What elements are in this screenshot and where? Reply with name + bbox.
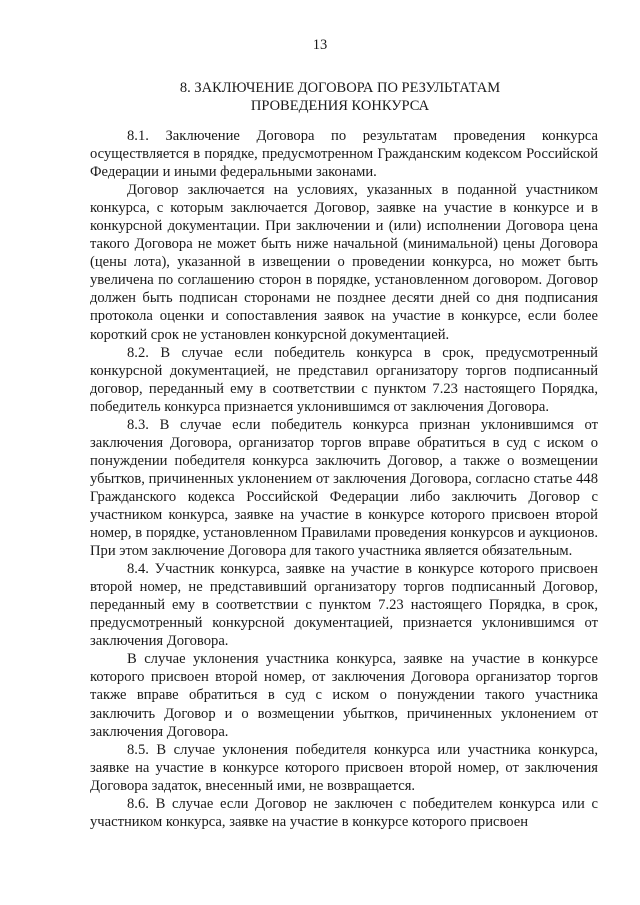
section-heading-line-2: ПРОВЕДЕНИЯ КОНКУРСА <box>250 97 430 114</box>
body-text <box>90 127 598 831</box>
paragraph-8-1: 8.1. Заключение Договора по результатам проведения конкурса осуществляется в порядке, предусмотренном Гражданским кодексом Российской Федерации и иными федеральными законами. <box>90 128 598 181</box>
paragraph-8-3: 8.3. В случае если победитель конкурса признан уклонившимся от заключения Договора, организатор торгов вправе обратиться в суд с иском о понуждении победителя конкурса заключить Договор, а также о возмещении убытков, причиненных уклонением от заключения Договора, согласно статье 448 Гражданского кодекса Российской Федерации либо заключить Договор с участником конкурса, заявке на участие в конкурсе которого присвоен второй номер, в порядке, установленном Правилами проведения конкурсов и аукционов. При этом заключение Договора для такого участника является обязательным. <box>90 416 598 560</box>
paragraph-8-4: 8.4. Участник конкурса, заявке на участие в конкурсе которого присвоен второй номер, не представивший организатору торгов подписанный Договор, переданный ему в соответствии с пунктом 7.23 настоящего Порядка, в срок, предусмотренный конкурсной документацией, признается уклонившимся от заключения Договора. <box>90 561 598 650</box>
paragraph-8-6: 8.6. В случае если Договор не заключен с победителем конкурса или с участником конкурса, заявке на участие в конкурсе которого присвоен <box>90 795 598 830</box>
section-heading-line-1: 8. ЗАКЛЮЧЕНИЕ ДОГОВОРА ПО РЕЗУЛЬТАТАМ <box>179 80 501 96</box>
paragraph-contract-terms: Договор заключается на условиях, указанных в поданной участником конкурса, с которым заключается Договор, заявке на участие в конкурсе и в конкурсной документации. При заключении и (или) исполнении Договора цена такого Договора не может быть ниже начальной (минимальной) цены Договора (цены лота), указанной в извещении о проведении конкурса, но может быть увеличена по соглашению сторон в порядке, установленном договором. Договор должен быть подписан сторонами не позднее десяти дней со дня подписания протокола оценки и сопоставления заявок на участие в конкурсе, если более короткий срок не установлен конкурсной документацией. <box>90 182 598 343</box>
paragraph-8-2: 8.2. В случае если победитель конкурса в срок, предусмотренный конкурсной документацией, не представил организатору торгов подписанный договор, переданный ему в соответствии с пунктом 7.23 настоящего Порядка, победитель конкурса признается уклонившимся от заключения Договора. <box>90 344 598 415</box>
paragraph-second-participant-evasion: В случае уклонения участника конкурса, заявке на участие в конкурсе которого присвоен второй номер, от заключения Договора организатор торгов также вправе обратиться в суд с иском о понуждении такого участника заключить Договор и о возмещении убытков, причиненных уклонением от заключения Договора. <box>90 651 598 740</box>
page-number: 13 <box>312 37 328 53</box>
section-heading <box>90 80 590 115</box>
paragraph-8-5: 8.5. В случае уклонения победителя конкурса или участника конкурса, заявке на участие в конкурсе которого присвоен второй номер, от заключения Договора задаток, внесенный ими, не возвращается. <box>90 741 598 794</box>
